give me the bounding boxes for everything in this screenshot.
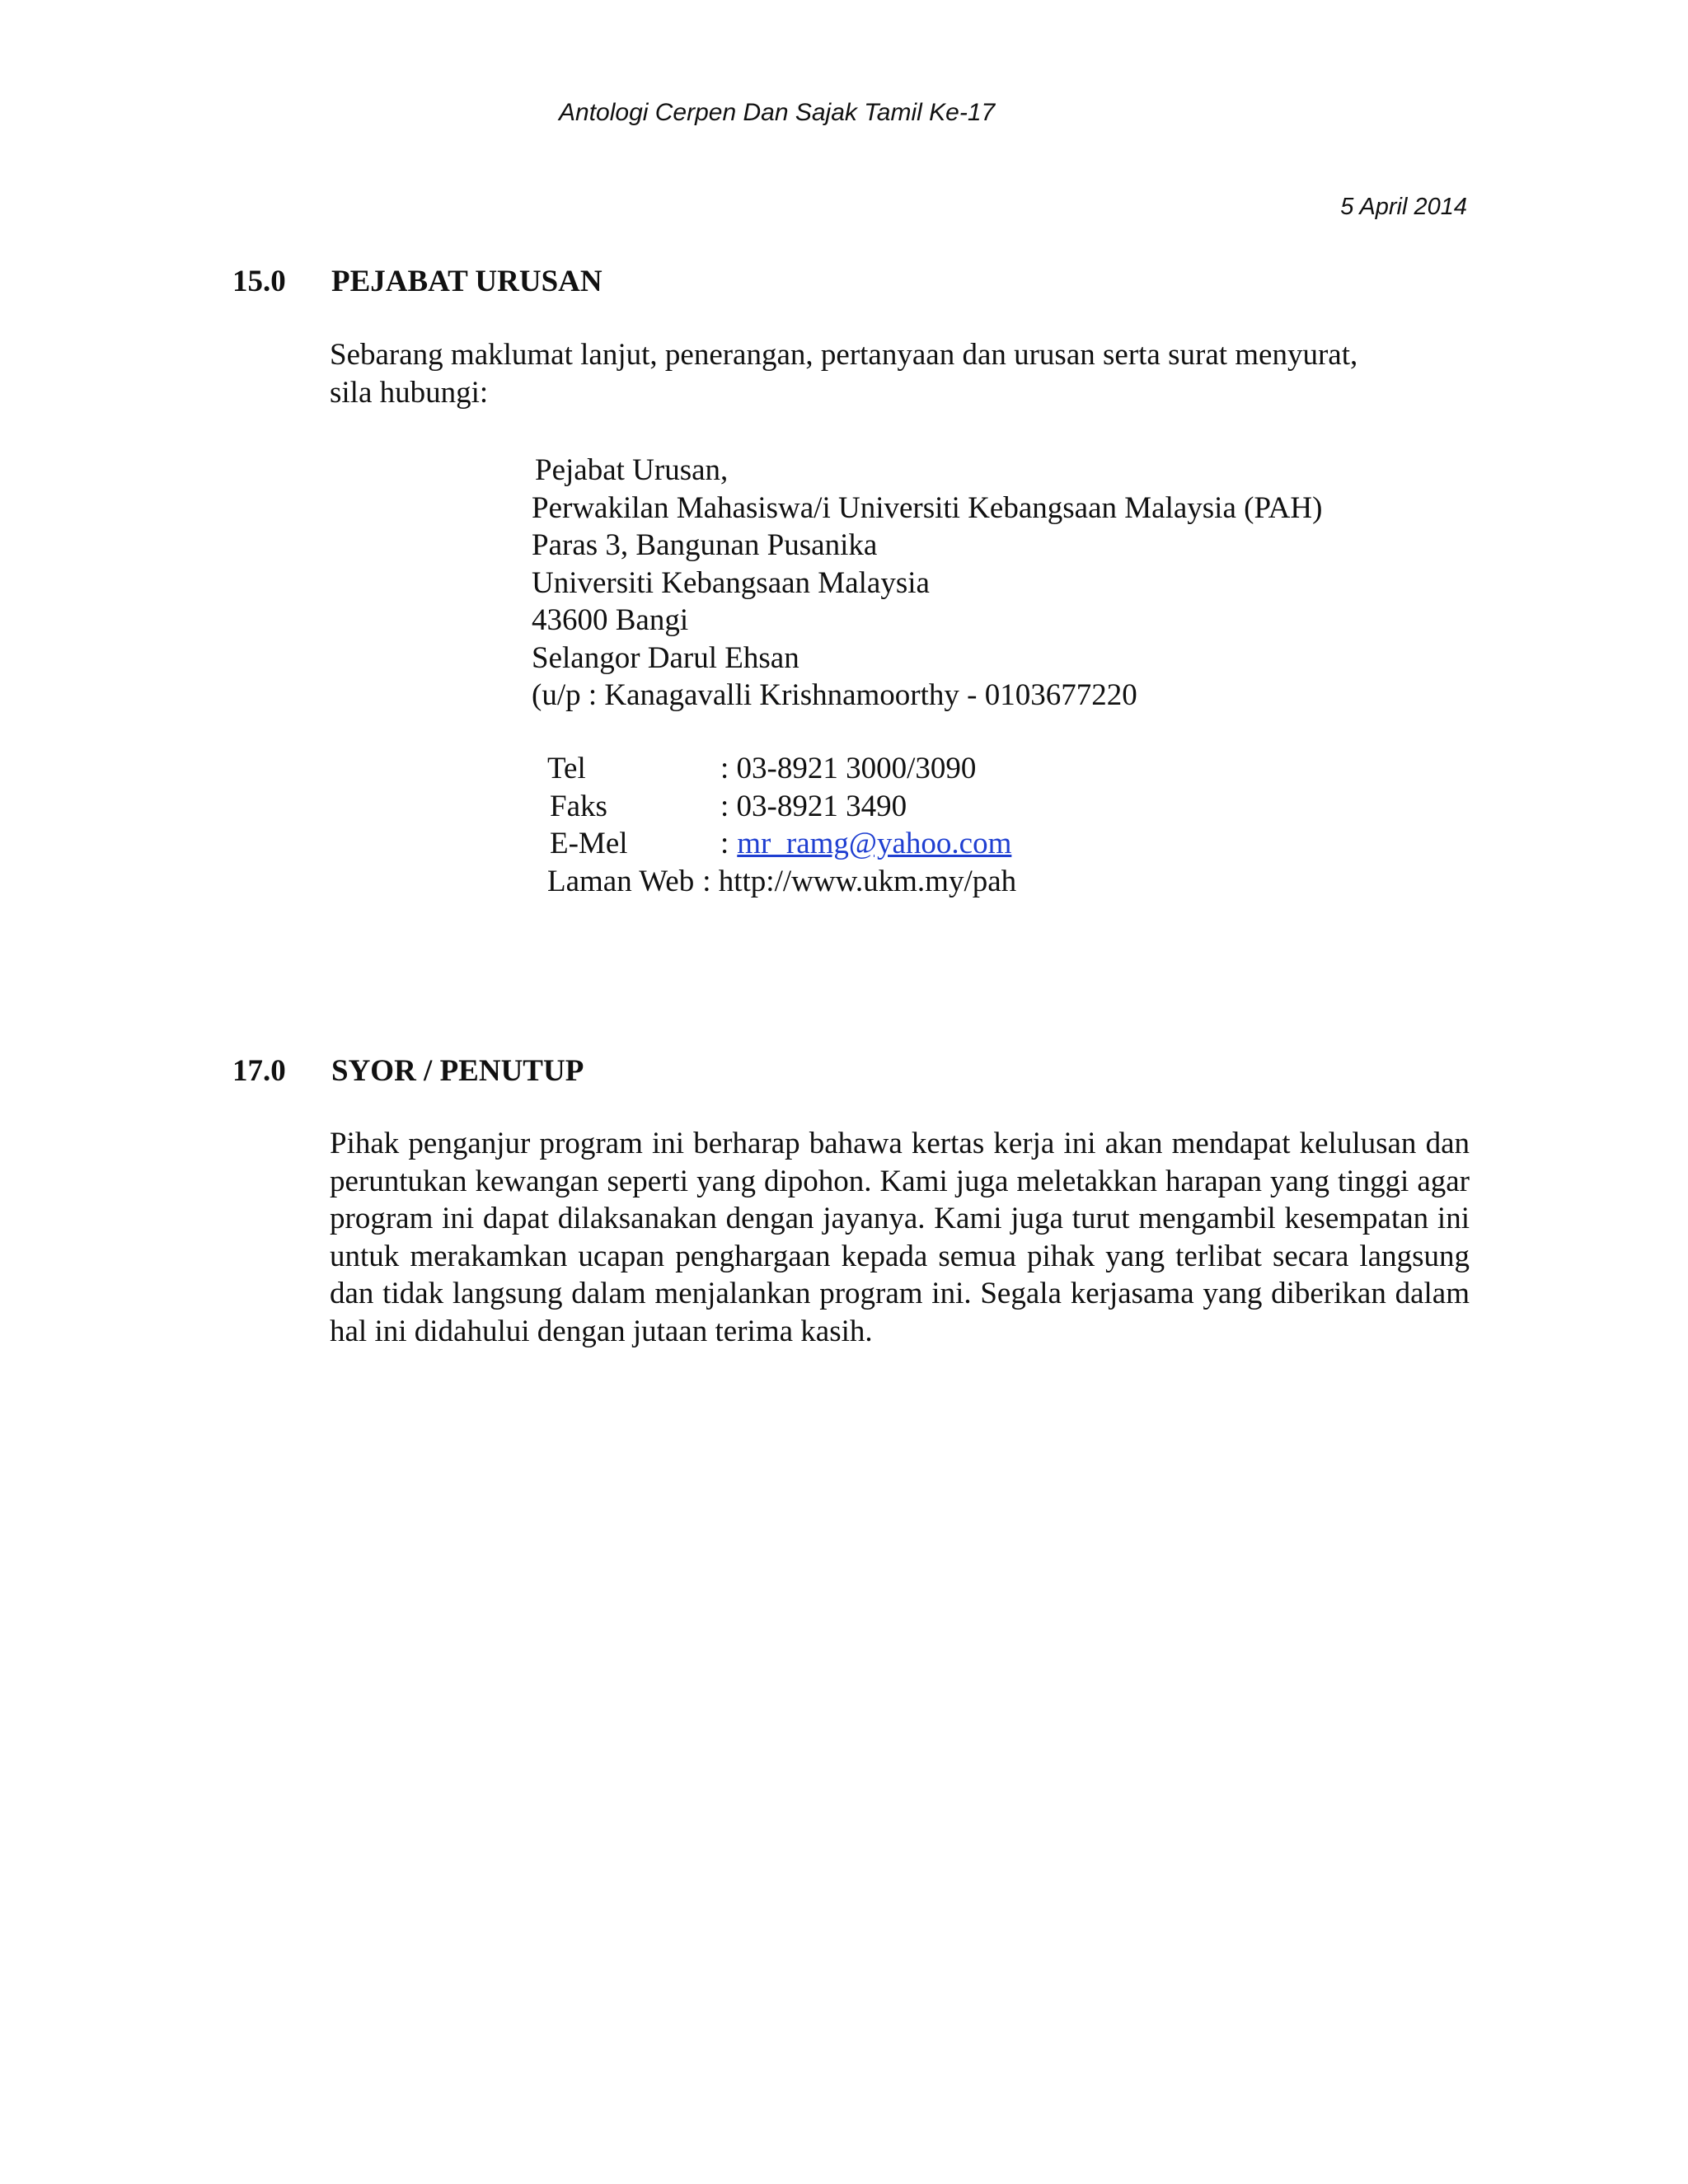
section-title: SYOR / PENUTUP <box>331 1054 584 1088</box>
running-header: Antologi Cerpen Dan Sajak Tamil Ke-17 <box>559 99 996 126</box>
address-line: Perwakilan Mahasiswa/i Universiti Kebangsaan Malaysia (PAH) <box>532 490 1323 525</box>
email-link[interactable]: mr_ramg@yahoo.com <box>737 827 1012 860</box>
intro-paragraph <box>330 336 1484 412</box>
section-title: PEJABAT URUSAN <box>331 265 603 298</box>
section-heading-17 <box>232 1053 584 1089</box>
intro-line: Sebarang maklumat lanjut, penerangan, pertanyaan dan urusan serta surat menyurat, <box>330 338 1358 372</box>
address-line: Universiti Kebangsaan Malaysia <box>532 565 930 600</box>
email-separator: : <box>720 827 729 860</box>
fax-value: : 03-8921 3490 <box>720 789 907 823</box>
contact-row-web <box>547 863 1016 901</box>
intro-line: sila hubungi: <box>330 376 489 410</box>
contact-row-tel <box>547 750 1016 788</box>
contact-row-fax <box>547 788 1016 826</box>
section-heading-15 <box>232 264 603 299</box>
email-label: E-Mel <box>550 827 628 860</box>
document-date: 5 April 2014 <box>1340 194 1467 220</box>
address-line: Selangor Darul Ehsan <box>532 640 799 675</box>
address-line: (u/p : Kanagavalli Krishnamoorthy - 0103677220 <box>532 678 1137 712</box>
mailing-address <box>532 452 1322 715</box>
section-number: 15.0 <box>232 265 286 298</box>
tel-value: : 03-8921 3000/3090 <box>720 752 977 785</box>
closing-paragraph: Pihak penganjur program ini berharap bahawa kertas kerja ini akan mendapat kelulusan dan peruntukan kewangan seperti yang dipohon. Kami juga meletakkan harapan yang tinggi agar program ini dapat dilaksanakan dengan jayanya. Kami juga turut mengambil kesempatan ini untuk merakamkan ucapan penghargaan kepada semua pihak yang terlibat secara langsung dan tidak langsung dalam menjalankan program ini. Segala kerjasama yang diberikan dalam hal ini didahului dengan jutaan terima kasih. <box>330 1127 1470 1348</box>
contact-row-email <box>547 825 1016 863</box>
tel-label: Tel <box>547 752 586 785</box>
address-line: Paras 3, Bangunan Pusanika <box>532 528 878 562</box>
web-value: : http://www.ukm.my/pah <box>702 864 1017 898</box>
address-line: 43600 Bangi <box>532 603 689 637</box>
address-line: Pejabat Urusan, <box>535 453 729 487</box>
fax-label: Faks <box>550 789 607 823</box>
contact-details <box>547 750 1016 900</box>
section-number: 17.0 <box>232 1054 286 1088</box>
web-label: Laman Web <box>547 864 695 898</box>
